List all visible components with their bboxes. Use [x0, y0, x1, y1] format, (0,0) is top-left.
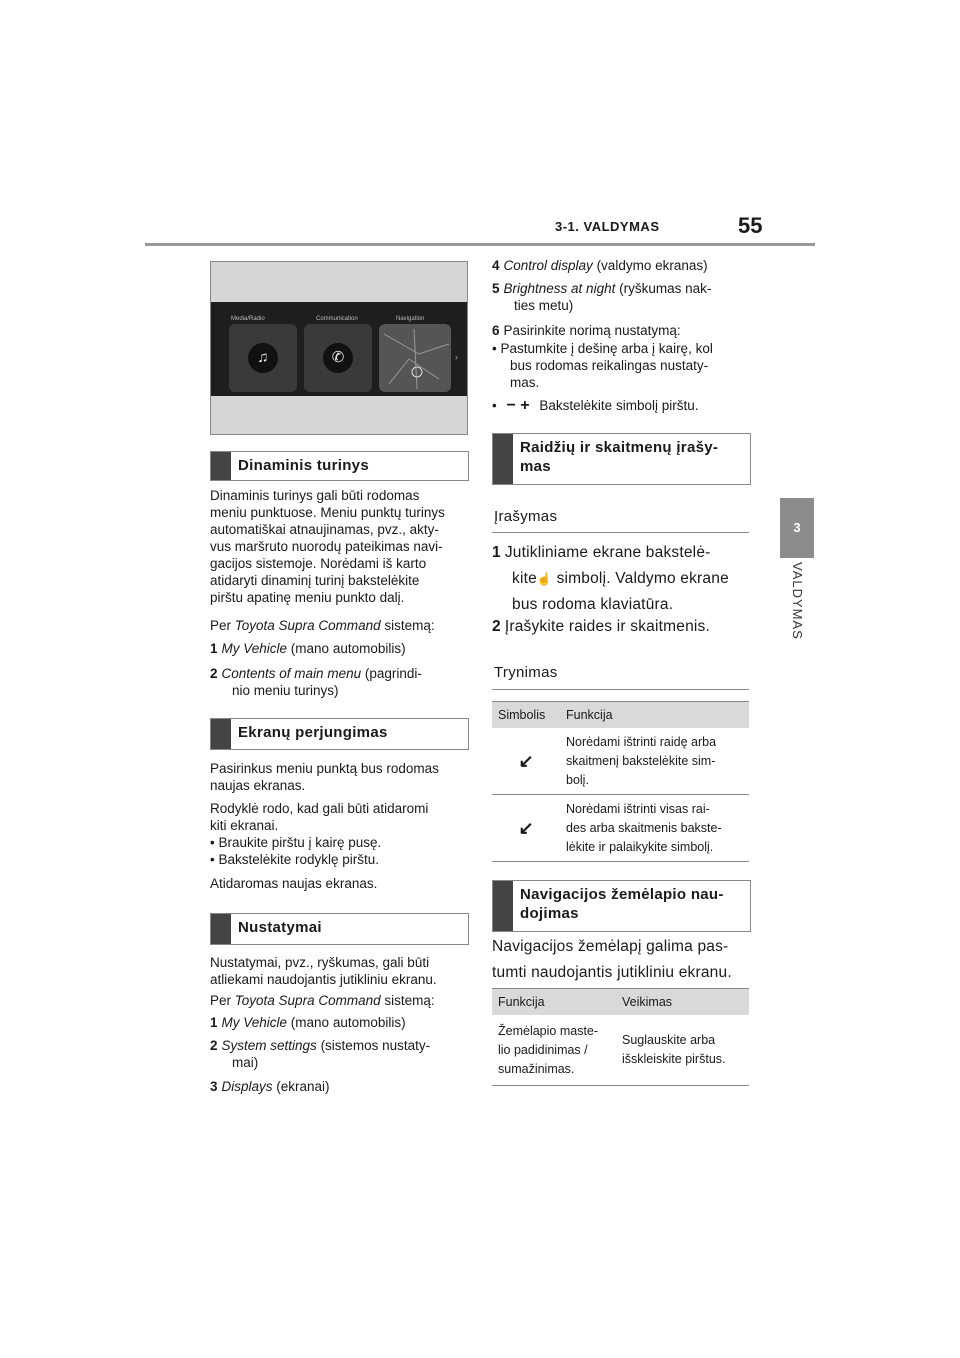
per-system-2: Per Toyota Supra Command sistemą:	[210, 993, 435, 1008]
delete-table	[492, 701, 749, 862]
subheading-deleting: Trynimas	[494, 664, 558, 681]
heading-screen-switching: Ekranų perjungimas	[210, 718, 469, 750]
settings-step-5: 5 Brightness at night (ryškumas nak- ties metu)	[492, 281, 712, 313]
divider	[492, 532, 749, 533]
communication-card	[304, 324, 372, 392]
screen-display	[211, 302, 467, 396]
delete-all-icon: ↙	[492, 795, 560, 862]
chevron-right-icon: ›	[455, 352, 458, 362]
media-card	[229, 324, 297, 392]
paragraph-dynamic-content: Dinaminis turinys gali būti rodomas meniu punktuose. Meniu punktų turinys automatiškai atnaujinamas, pvz., akty- vus maršruto nuorodų pateikimas navi- gacijos sistemoje. Norėdami iš karto atidaryti dinaminį turinį bakstelėkite pirštu apatinę meniu punkto dalį.	[210, 488, 445, 605]
step-1: 1 My Vehicle (mano automobilis)	[210, 641, 406, 656]
entry-step-2: 2 Įrašykite raides ir skaitmenis.	[492, 618, 711, 635]
subheading-entering: Įrašymas	[494, 508, 558, 525]
divider	[492, 689, 749, 690]
chapter-tab: 3	[780, 498, 814, 558]
figure-tab-navigation: Navigation	[396, 316, 425, 322]
phone-icon: ✆	[323, 343, 353, 373]
table-header: Funkcija	[560, 702, 749, 729]
navigation-table	[492, 988, 749, 1086]
keyboard-touch-icon: ☝	[536, 572, 553, 586]
settings-step-2: 2 System settings (sistemos nustaty- mai)	[210, 1038, 431, 1070]
map-icon	[379, 324, 451, 392]
table-row: ↙ Norėdami ištrinti raidę arba skaitmenį bakstelėkite sim- bolį.	[492, 728, 749, 795]
paragraph-new-screen: Pasirinkus meniu punktą bus rodomas naujas ekranas.	[210, 761, 439, 793]
paragraph-opened: Atidaromas naujas ekranas.	[210, 876, 378, 891]
header-rule	[145, 243, 815, 246]
minus-plus-icon: − +	[506, 397, 530, 414]
per-system-1: Per Toyota Supra Command sistemą:	[210, 618, 435, 633]
paragraph-navigation-map: Navigacijos žemėlapį galima pas- tumti naudojantis jutikliniu ekranu.	[492, 938, 732, 981]
heading-settings: Nustatymai	[210, 913, 469, 945]
chapter-label-text: VALDYMAS	[790, 562, 805, 640]
settings-step-4: 4 Control display (valdymo ekranas)	[492, 258, 708, 273]
chapter-label	[785, 562, 809, 672]
screen-figure	[210, 261, 468, 435]
paragraph-settings: Nustatymai, pvz., ryškumas, gali būti atliekami naudojantis jutikliniu ekranu.	[210, 955, 437, 987]
bullet-tap-symbol: • − + Bakstelėkite simbolį pirštu.	[492, 397, 699, 414]
music-icon: ♫	[248, 343, 278, 373]
settings-step-3: 3 Displays (ekranai)	[210, 1079, 330, 1094]
table-header: Simbolis	[492, 702, 560, 729]
navigation-card	[379, 324, 451, 392]
settings-step-6: 6 Pasirinkite norimą nustatymą:	[492, 323, 681, 338]
settings-step-1: 1 My Vehicle (mano automobilis)	[210, 1015, 406, 1030]
bullet-swipe: • Pastumkite į dešinę arba į kairę, kol bus rodomas reikalingas nustaty- mas.	[492, 341, 713, 390]
heading-dynamic-content: Dinaminis turinys	[210, 451, 469, 481]
delete-char-icon: ↙	[492, 728, 560, 795]
heading-letters-digits: Raidžių ir skaitmenų įrašy- mas	[492, 433, 751, 485]
step-2: 2 Contents of main menu (pagrindi- nio meniu turinys)	[210, 666, 422, 698]
figure-tab-media: Media/Radio	[231, 316, 265, 322]
table-row: ↙ Norėdami ištrinti visas rai- des arba skaitmenis bakste- lėkite ir palaikykite simbolį.	[492, 795, 749, 862]
paragraph-arrow: Rodyklė rodo, kad gali būti atidaromi kiti ekranai. • Braukite pirštu į kairę pusę. • Bakstelėkite rodyklę pirštu.	[210, 801, 429, 867]
table-row: Žemėlapio maste- lio padidinimas / sumažinimas. Suglauskite arba išskleiskite pirštus.	[492, 1015, 749, 1086]
table-header: Veikimas	[616, 989, 749, 1016]
entry-step-1: 1 Jutikliniame ekrane bakstelė- kite☝ simbolį. Valdymo ekrane bus rodoma klaviatūra.	[492, 544, 729, 613]
section-title: 3-1. VALDYMAS	[555, 219, 660, 234]
heading-navigation-map: Navigacijos žemėlapio nau- dojimas	[492, 880, 751, 932]
page-number: 55	[738, 213, 763, 238]
figure-tab-communication: Communication	[316, 316, 358, 322]
table-header: Funkcija	[492, 989, 616, 1016]
